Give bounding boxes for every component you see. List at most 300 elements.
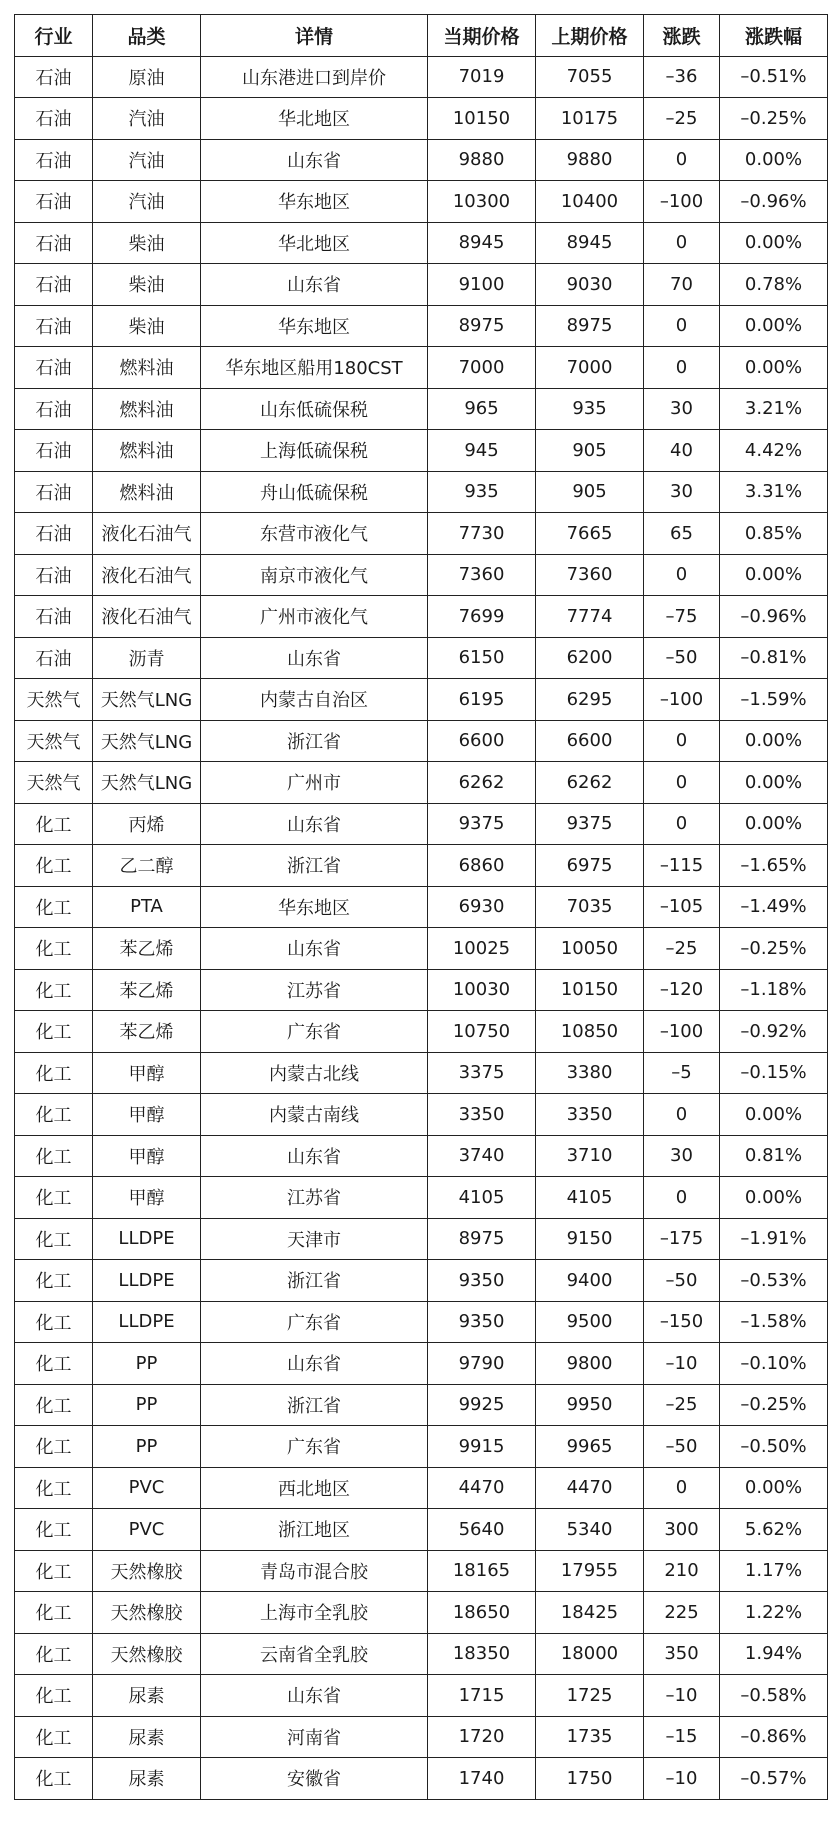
table-row [15, 762, 828, 804]
cell-industry: 石油 [15, 98, 93, 140]
cell-industry: 石油 [15, 637, 93, 679]
cell-previous-price: 17955 [536, 1550, 644, 1592]
cell-current-price: 10300 [428, 181, 536, 223]
table-row [15, 1384, 828, 1426]
cell-previous-price: 6295 [536, 679, 644, 721]
cell-detail: 广东省 [201, 1301, 428, 1343]
table-row [15, 471, 828, 513]
cell-previous-price: 6200 [536, 637, 644, 679]
cell-change: –25 [644, 98, 720, 140]
cell-category: 天然气LNG [93, 762, 201, 804]
table-header-row [15, 15, 828, 57]
cell-change: –25 [644, 1384, 720, 1426]
cell-industry: 化工 [15, 1675, 93, 1717]
cell-industry: 天然气 [15, 679, 93, 721]
cell-change: –50 [644, 1426, 720, 1468]
cell-category: 沥青 [93, 637, 201, 679]
cell-change: –175 [644, 1218, 720, 1260]
cell-industry: 化工 [15, 1633, 93, 1675]
cell-detail: 山东省 [201, 1675, 428, 1717]
cell-current-price: 8975 [428, 305, 536, 347]
cell-detail: 华北地区 [201, 98, 428, 140]
cell-previous-price: 3710 [536, 1135, 644, 1177]
cell-detail: 华东地区船用180CST [201, 347, 428, 389]
cell-category: 甲醇 [93, 1177, 201, 1219]
cell-current-price: 3350 [428, 1094, 536, 1136]
cell-detail: 江苏省 [201, 1177, 428, 1219]
cell-detail: 天津市 [201, 1218, 428, 1260]
cell-category: 天然橡胶 [93, 1633, 201, 1675]
cell-current-price: 18650 [428, 1592, 536, 1634]
cell-current-price: 9100 [428, 264, 536, 306]
cell-industry: 化工 [15, 1094, 93, 1136]
table-row [15, 1675, 828, 1717]
cell-current-price: 7699 [428, 596, 536, 638]
cell-change: –50 [644, 637, 720, 679]
cell-previous-price: 7665 [536, 513, 644, 555]
table-row [15, 679, 828, 721]
cell-change-percent: 0.81% [720, 1135, 828, 1177]
cell-industry: 天然气 [15, 720, 93, 762]
cell-previous-price: 1750 [536, 1758, 644, 1800]
cell-previous-price: 9880 [536, 139, 644, 181]
cell-category: LLDPE [93, 1218, 201, 1260]
cell-change: 0 [644, 762, 720, 804]
cell-change-percent: –0.57% [720, 1758, 828, 1800]
table-row [15, 554, 828, 596]
cell-industry: 化工 [15, 1758, 93, 1800]
cell-current-price: 9375 [428, 803, 536, 845]
cell-current-price: 965 [428, 388, 536, 430]
cell-change: –100 [644, 679, 720, 721]
cell-category: 丙烯 [93, 803, 201, 845]
cell-current-price: 1720 [428, 1716, 536, 1758]
cell-industry: 化工 [15, 1177, 93, 1219]
cell-industry: 石油 [15, 388, 93, 430]
cell-category: 柴油 [93, 222, 201, 264]
cell-category: 尿素 [93, 1758, 201, 1800]
cell-current-price: 6150 [428, 637, 536, 679]
header-category: 品类 [93, 15, 201, 57]
cell-change-percent: –0.53% [720, 1260, 828, 1302]
cell-detail: 上海市全乳胶 [201, 1592, 428, 1634]
cell-change-percent: –0.25% [720, 98, 828, 140]
cell-change: –25 [644, 928, 720, 970]
cell-current-price: 8945 [428, 222, 536, 264]
cell-category: 苯乙烯 [93, 928, 201, 970]
table-row [15, 222, 828, 264]
table-row [15, 305, 828, 347]
cell-industry: 化工 [15, 1135, 93, 1177]
cell-detail: 安徽省 [201, 1758, 428, 1800]
table-row [15, 430, 828, 472]
cell-change: –10 [644, 1343, 720, 1385]
cell-category: 燃料油 [93, 347, 201, 389]
header-previous-price: 上期价格 [536, 15, 644, 57]
cell-previous-price: 5340 [536, 1509, 644, 1551]
cell-change: –105 [644, 886, 720, 928]
cell-previous-price: 7774 [536, 596, 644, 638]
cell-detail: 河南省 [201, 1716, 428, 1758]
cell-detail: 浙江省 [201, 1384, 428, 1426]
cell-change-percent: –0.81% [720, 637, 828, 679]
table-row [15, 1301, 828, 1343]
cell-industry: 化工 [15, 1426, 93, 1468]
cell-change: –10 [644, 1758, 720, 1800]
cell-change-percent: 0.00% [720, 139, 828, 181]
cell-current-price: 3740 [428, 1135, 536, 1177]
cell-detail: 山东省 [201, 264, 428, 306]
cell-industry: 石油 [15, 471, 93, 513]
cell-previous-price: 905 [536, 430, 644, 472]
header-current-price: 当期价格 [428, 15, 536, 57]
table-row [15, 264, 828, 306]
cell-current-price: 935 [428, 471, 536, 513]
cell-previous-price: 18000 [536, 1633, 644, 1675]
table-row [15, 803, 828, 845]
cell-category: 液化石油气 [93, 513, 201, 555]
table-row [15, 1052, 828, 1094]
cell-industry: 化工 [15, 969, 93, 1011]
cell-current-price: 6600 [428, 720, 536, 762]
cell-change: 0 [644, 222, 720, 264]
cell-industry: 化工 [15, 1343, 93, 1385]
cell-detail: 山东省 [201, 139, 428, 181]
cell-change-percent: –0.25% [720, 1384, 828, 1426]
cell-change: 30 [644, 471, 720, 513]
table-row [15, 637, 828, 679]
cell-change-percent: 1.22% [720, 1592, 828, 1634]
cell-category: PP [93, 1343, 201, 1385]
cell-previous-price: 10175 [536, 98, 644, 140]
cell-current-price: 1740 [428, 1758, 536, 1800]
cell-industry: 化工 [15, 1467, 93, 1509]
price-table-container [14, 14, 827, 1800]
cell-change-percent: –1.49% [720, 886, 828, 928]
table-row [15, 181, 828, 223]
cell-category: 柴油 [93, 264, 201, 306]
cell-change: 0 [644, 139, 720, 181]
cell-change-percent: 0.00% [720, 554, 828, 596]
cell-change: –50 [644, 1260, 720, 1302]
cell-detail: 广州市 [201, 762, 428, 804]
cell-detail: 南京市液化气 [201, 554, 428, 596]
cell-change-percent: 0.00% [720, 1467, 828, 1509]
cell-current-price: 10150 [428, 98, 536, 140]
cell-change-percent: –0.96% [720, 181, 828, 223]
cell-change-percent: –0.10% [720, 1343, 828, 1385]
table-row [15, 596, 828, 638]
cell-previous-price: 1735 [536, 1716, 644, 1758]
cell-category: 尿素 [93, 1716, 201, 1758]
cell-industry: 化工 [15, 1260, 93, 1302]
cell-previous-price: 9965 [536, 1426, 644, 1468]
cell-current-price: 9350 [428, 1260, 536, 1302]
cell-current-price: 10750 [428, 1011, 536, 1053]
table-row [15, 1011, 828, 1053]
cell-detail: 华东地区 [201, 886, 428, 928]
table-row [15, 1177, 828, 1219]
cell-previous-price: 6262 [536, 762, 644, 804]
cell-current-price: 6930 [428, 886, 536, 928]
cell-change: 225 [644, 1592, 720, 1634]
table-row [15, 98, 828, 140]
cell-change: 30 [644, 1135, 720, 1177]
cell-previous-price: 10050 [536, 928, 644, 970]
cell-previous-price: 18425 [536, 1592, 644, 1634]
cell-previous-price: 9500 [536, 1301, 644, 1343]
cell-change: –150 [644, 1301, 720, 1343]
cell-industry: 石油 [15, 264, 93, 306]
cell-previous-price: 935 [536, 388, 644, 430]
cell-category: PP [93, 1426, 201, 1468]
cell-industry: 化工 [15, 845, 93, 887]
cell-industry: 化工 [15, 928, 93, 970]
cell-change-percent: 5.62% [720, 1509, 828, 1551]
cell-change-percent: –1.91% [720, 1218, 828, 1260]
table-row [15, 1260, 828, 1302]
cell-change-percent: –0.92% [720, 1011, 828, 1053]
cell-category: PVC [93, 1509, 201, 1551]
cell-current-price: 945 [428, 430, 536, 472]
cell-previous-price: 9375 [536, 803, 644, 845]
cell-current-price: 1715 [428, 1675, 536, 1717]
cell-detail: 浙江省 [201, 720, 428, 762]
cell-category: 天然橡胶 [93, 1592, 201, 1634]
cell-category: 燃料油 [93, 430, 201, 472]
table-row [15, 1094, 828, 1136]
cell-change: 40 [644, 430, 720, 472]
cell-industry: 石油 [15, 596, 93, 638]
cell-change-percent: 4.42% [720, 430, 828, 472]
cell-previous-price: 1725 [536, 1675, 644, 1717]
cell-change: 0 [644, 1094, 720, 1136]
header-change-percent: 涨跌幅 [720, 15, 828, 57]
cell-change: –10 [644, 1675, 720, 1717]
cell-previous-price: 3380 [536, 1052, 644, 1094]
cell-change-percent: 0.00% [720, 762, 828, 804]
cell-category: 汽油 [93, 98, 201, 140]
table-row [15, 388, 828, 430]
cell-industry: 化工 [15, 1011, 93, 1053]
cell-change: 0 [644, 347, 720, 389]
cell-change: 0 [644, 305, 720, 347]
cell-change-percent: –1.18% [720, 969, 828, 1011]
cell-detail: 广东省 [201, 1426, 428, 1468]
cell-change: –120 [644, 969, 720, 1011]
cell-detail: 山东省 [201, 1135, 428, 1177]
cell-previous-price: 10150 [536, 969, 644, 1011]
cell-category: 甲醇 [93, 1094, 201, 1136]
price-table [14, 14, 828, 1800]
cell-industry: 化工 [15, 886, 93, 928]
cell-category: 柴油 [93, 305, 201, 347]
table-row [15, 886, 828, 928]
cell-previous-price: 9400 [536, 1260, 644, 1302]
cell-category: 尿素 [93, 1675, 201, 1717]
cell-industry: 石油 [15, 554, 93, 596]
table-row [15, 928, 828, 970]
cell-detail: 上海低硫保税 [201, 430, 428, 472]
cell-change-percent: –0.86% [720, 1716, 828, 1758]
cell-current-price: 9790 [428, 1343, 536, 1385]
cell-industry: 天然气 [15, 762, 93, 804]
cell-previous-price: 7360 [536, 554, 644, 596]
table-row [15, 139, 828, 181]
cell-change-percent: –0.25% [720, 928, 828, 970]
header-change: 涨跌 [644, 15, 720, 57]
cell-current-price: 7730 [428, 513, 536, 555]
cell-industry: 石油 [15, 430, 93, 472]
cell-previous-price: 8975 [536, 305, 644, 347]
cell-industry: 石油 [15, 139, 93, 181]
cell-previous-price: 6975 [536, 845, 644, 887]
cell-detail: 内蒙古北线 [201, 1052, 428, 1094]
cell-category: 天然气LNG [93, 679, 201, 721]
cell-current-price: 9350 [428, 1301, 536, 1343]
cell-previous-price: 9030 [536, 264, 644, 306]
cell-previous-price: 9150 [536, 1218, 644, 1260]
cell-change-percent: –0.51% [720, 56, 828, 98]
cell-current-price: 9915 [428, 1426, 536, 1468]
cell-detail: 东营市液化气 [201, 513, 428, 555]
cell-change: 0 [644, 1177, 720, 1219]
cell-change: –75 [644, 596, 720, 638]
header-industry: 行业 [15, 15, 93, 57]
cell-industry: 化工 [15, 1550, 93, 1592]
cell-industry: 化工 [15, 1716, 93, 1758]
cell-detail: 浙江地区 [201, 1509, 428, 1551]
cell-current-price: 18165 [428, 1550, 536, 1592]
table-body [15, 56, 828, 1799]
cell-previous-price: 8945 [536, 222, 644, 264]
cell-current-price: 9925 [428, 1384, 536, 1426]
cell-category: 苯乙烯 [93, 969, 201, 1011]
table-row [15, 1426, 828, 1468]
cell-detail: 华北地区 [201, 222, 428, 264]
cell-category: 液化石油气 [93, 596, 201, 638]
cell-industry: 化工 [15, 1384, 93, 1426]
cell-detail: 浙江省 [201, 845, 428, 887]
table-row [15, 1343, 828, 1385]
cell-industry: 石油 [15, 56, 93, 98]
cell-previous-price: 3350 [536, 1094, 644, 1136]
cell-change: 350 [644, 1633, 720, 1675]
cell-category: PP [93, 1384, 201, 1426]
cell-detail: 山东省 [201, 1343, 428, 1385]
cell-change-percent: –1.65% [720, 845, 828, 887]
cell-industry: 石油 [15, 513, 93, 555]
cell-change-percent: –1.58% [720, 1301, 828, 1343]
cell-change: 70 [644, 264, 720, 306]
cell-previous-price: 9950 [536, 1384, 644, 1426]
cell-detail: 山东低硫保税 [201, 388, 428, 430]
cell-previous-price: 7035 [536, 886, 644, 928]
cell-current-price: 7360 [428, 554, 536, 596]
table-row [15, 1550, 828, 1592]
cell-change-percent: –0.58% [720, 1675, 828, 1717]
cell-change-percent: 0.00% [720, 803, 828, 845]
cell-industry: 石油 [15, 181, 93, 223]
cell-category: 乙二醇 [93, 845, 201, 887]
table-row [15, 1467, 828, 1509]
cell-detail: 内蒙古南线 [201, 1094, 428, 1136]
cell-change-percent: –1.59% [720, 679, 828, 721]
cell-category: 汽油 [93, 139, 201, 181]
cell-category: 原油 [93, 56, 201, 98]
cell-detail: 广州市液化气 [201, 596, 428, 638]
cell-current-price: 6262 [428, 762, 536, 804]
cell-change-percent: 0.00% [720, 720, 828, 762]
table-row [15, 1592, 828, 1634]
cell-industry: 石油 [15, 305, 93, 347]
cell-current-price: 8975 [428, 1218, 536, 1260]
cell-detail: 华东地区 [201, 305, 428, 347]
cell-previous-price: 4470 [536, 1467, 644, 1509]
table-row [15, 56, 828, 98]
cell-change: 300 [644, 1509, 720, 1551]
cell-change: –36 [644, 56, 720, 98]
cell-category: 甲醇 [93, 1135, 201, 1177]
cell-change: –5 [644, 1052, 720, 1094]
cell-category: 燃料油 [93, 471, 201, 513]
cell-change: 0 [644, 554, 720, 596]
cell-current-price: 10030 [428, 969, 536, 1011]
cell-change-percent: 0.78% [720, 264, 828, 306]
cell-change-percent: –0.15% [720, 1052, 828, 1094]
cell-previous-price: 4105 [536, 1177, 644, 1219]
cell-industry: 石油 [15, 347, 93, 389]
cell-detail: 浙江省 [201, 1260, 428, 1302]
cell-detail: 山东省 [201, 928, 428, 970]
cell-change-percent: 1.94% [720, 1633, 828, 1675]
cell-category: PTA [93, 886, 201, 928]
table-row [15, 1716, 828, 1758]
cell-change: 0 [644, 1467, 720, 1509]
cell-category: PVC [93, 1467, 201, 1509]
table-row [15, 1633, 828, 1675]
cell-current-price: 3375 [428, 1052, 536, 1094]
cell-detail: 西北地区 [201, 1467, 428, 1509]
table-row [15, 969, 828, 1011]
cell-previous-price: 7000 [536, 347, 644, 389]
cell-current-price: 4105 [428, 1177, 536, 1219]
cell-change: –15 [644, 1716, 720, 1758]
cell-category: 苯乙烯 [93, 1011, 201, 1053]
cell-change: –100 [644, 1011, 720, 1053]
cell-previous-price: 9800 [536, 1343, 644, 1385]
cell-previous-price: 905 [536, 471, 644, 513]
cell-change: 65 [644, 513, 720, 555]
cell-change-percent: 0.00% [720, 1094, 828, 1136]
header-detail: 详情 [201, 15, 428, 57]
cell-current-price: 6195 [428, 679, 536, 721]
cell-detail: 广东省 [201, 1011, 428, 1053]
cell-change: 210 [644, 1550, 720, 1592]
cell-detail: 舟山低硫保税 [201, 471, 428, 513]
cell-category: 燃料油 [93, 388, 201, 430]
cell-change-percent: 1.17% [720, 1550, 828, 1592]
cell-detail: 青岛市混合胶 [201, 1550, 428, 1592]
cell-change-percent: 0.00% [720, 1177, 828, 1219]
cell-detail: 山东省 [201, 803, 428, 845]
cell-current-price: 6860 [428, 845, 536, 887]
cell-current-price: 9880 [428, 139, 536, 181]
table-row [15, 845, 828, 887]
cell-change-percent: 3.21% [720, 388, 828, 430]
table-row [15, 1218, 828, 1260]
cell-previous-price: 7055 [536, 56, 644, 98]
